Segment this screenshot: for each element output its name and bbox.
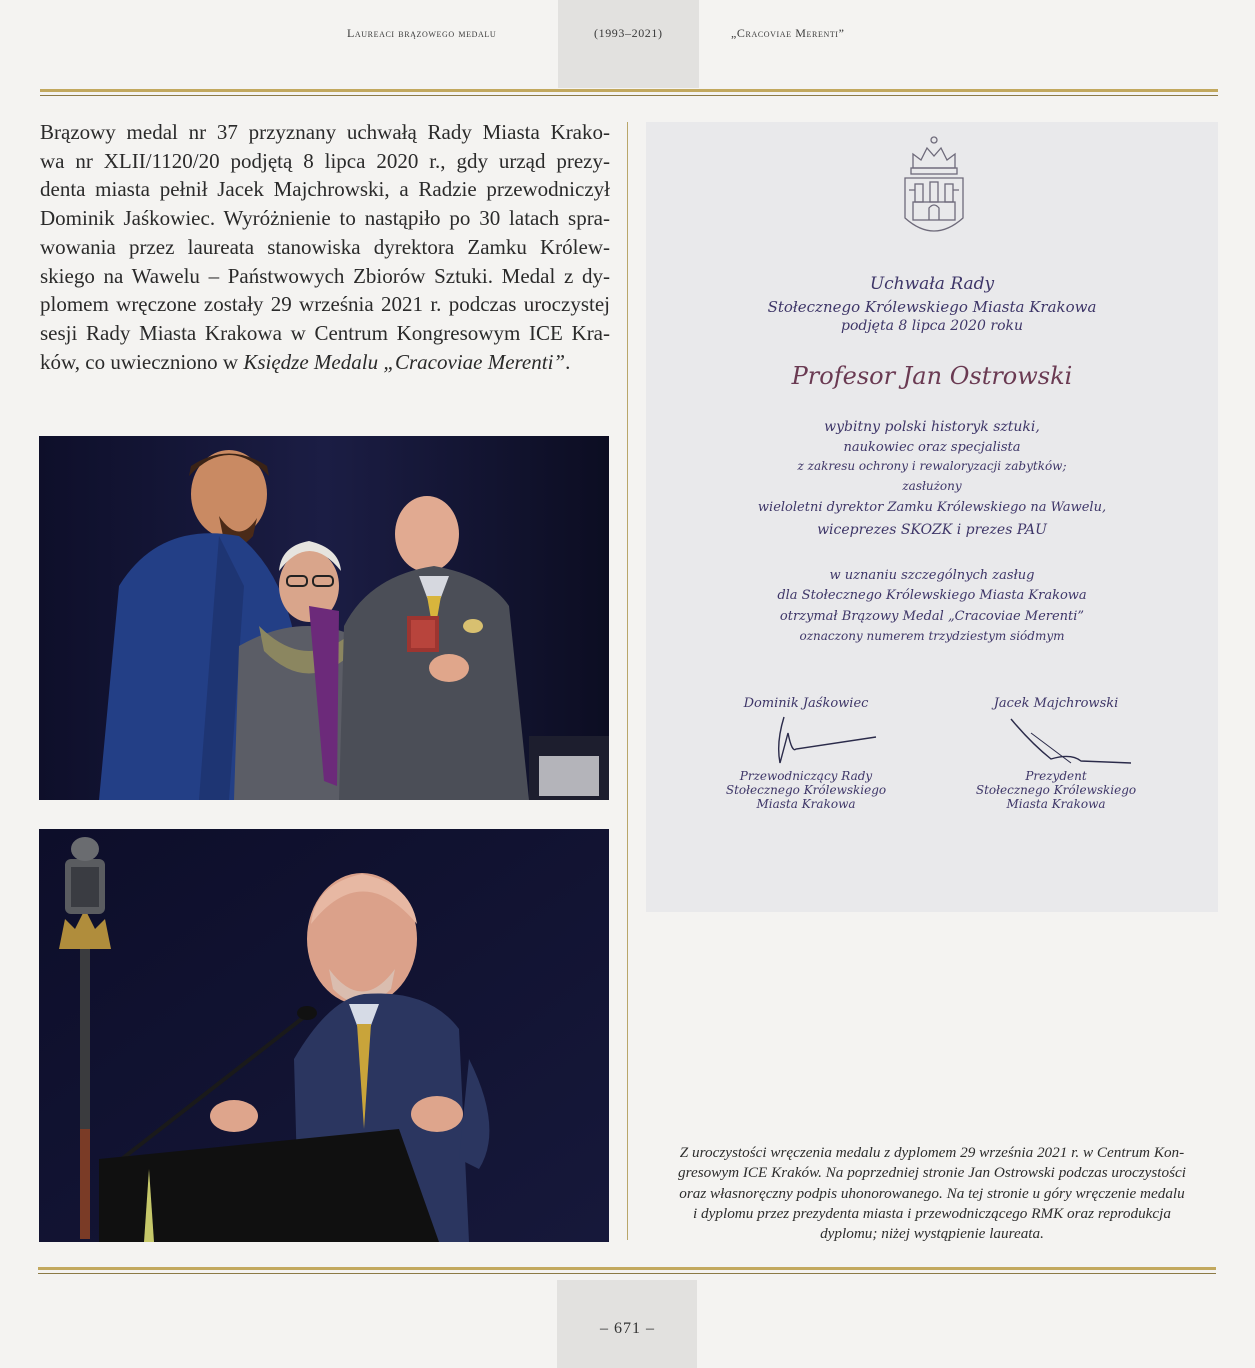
krakow-coat-of-arms-icon: [899, 134, 969, 246]
diploma-desc-6: wiceprezes SKOZK i prezes PAU: [817, 522, 1047, 538]
signatory-title-right-3: Miasta Krakowa: [1006, 797, 1106, 811]
body-line-end: .: [565, 349, 571, 374]
body-line-start: ków, co uwieczniono w: [40, 349, 244, 374]
top-rule-thin: [40, 95, 1218, 96]
caption-line: dyplomu; niżej wystąpienie laureata.: [820, 1225, 1044, 1243]
caption-line: i dyplomu przez prezydenta miasta i przewodniczącego RMK oraz reprodukcja: [693, 1204, 1171, 1222]
body-line: wa nr XLII/1120/20 podjętą 8 lipca 2020 r., gdy urząd prezy-: [40, 148, 610, 173]
caption-line: oraz własnoręczny podpis uhonorowanego. Na tej stronie u góry wręczenie medalu: [679, 1184, 1185, 1202]
bottom-rule: [38, 1267, 1216, 1270]
diploma-award-3: otrzymał Brązowy Medal „Cracoviae Merenti”: [779, 609, 1085, 624]
signatory-title-left-1: Przewodniczący Rady: [739, 769, 873, 783]
diploma-desc-3: z zakresu ochrony i rewaloryzacji zabytków;: [797, 459, 1067, 473]
body-line: Brązowy medal nr 37 przyznany uchwałą Rady Miasta Krako-: [40, 120, 610, 144]
body-line: wowania przez laureata stanowiska dyrektora Zamku Królew-: [40, 234, 610, 259]
caption-line: gresowym ICE Kraków. Na poprzedniej stronie Jan Ostrowski podczas uroczystości: [678, 1164, 1186, 1182]
signatory-name-right: Jacek Majchrowski: [993, 696, 1119, 711]
signature-block-left: [706, 696, 906, 811]
signatory-name-left: Dominik Jaśkowiec: [743, 696, 869, 711]
signatory-title-right-1: Prezydent: [1025, 769, 1087, 783]
diploma-award-4: oznaczony numerem trzydziestym siódmym: [799, 629, 1065, 643]
handwritten-signature-left: [726, 713, 886, 769]
signatory-title-left-2: Stołecznego Królewskiego: [725, 783, 887, 797]
photo-laureate-speech: [39, 829, 609, 1242]
bottom-rule-thin: [38, 1273, 1216, 1274]
body-line: denta miasta pełnił Jacek Majchrowski, a Radzie przewodniczył: [40, 177, 610, 202]
diploma-reproduction: [646, 122, 1218, 912]
signatory-title-right-2: Stołecznego Królewskiego: [975, 783, 1137, 797]
handwritten-signature-right: [971, 713, 1141, 769]
caption-line: Z uroczystości wręczenia medalu z dyplomem 29 września 2021 r. w Centrum Kon-: [679, 1144, 1185, 1161]
body-line: plomem wręczone zostały 29 września 2021 r. podczas uroczystej: [40, 292, 610, 317]
diploma-desc-5: wieloletni dyrektor Zamku Królewskiego na Wawelu,: [757, 500, 1107, 515]
body-line: [40, 348, 610, 377]
running-header-center: (1993–2021): [594, 26, 663, 40]
header-band: [558, 0, 699, 88]
diploma-title-2: Stołecznego Królewskiego Miasta Krakowa: [767, 298, 1097, 316]
diploma-award-2: dla Stołecznego Królewskiego Miasta Krakowa: [777, 588, 1087, 603]
running-header-right: „Cracoviae Merenti”: [731, 26, 845, 40]
body-paragraph: [40, 118, 610, 376]
column-divider: [627, 122, 628, 1240]
book-title: Księdze Medalu „Cracoviae Merenti”: [243, 349, 566, 374]
photo-medal-presentation: [39, 436, 609, 800]
body-line: skiego na Wawelu – Państwowych Zbiorów Sztuki. Medal z dy-: [40, 263, 610, 288]
diploma-desc-1: wybitny polski historyk sztuki,: [824, 419, 1040, 435]
diploma-title-3: podjęta 8 lipca 2020 roku: [840, 318, 1023, 334]
body-line: Dominik Jaśkowiec. Wyróżnienie to nastąpiło po 30 latach spra-: [40, 206, 610, 231]
diploma-award-1: w uznaniu szczególnych zasług: [829, 568, 1035, 583]
body-line: sesji Rady Miasta Krakowa w Centrum Kongresowym ICE Kra-: [40, 320, 610, 345]
diploma-desc-2: naukowiec oraz specjalista: [843, 440, 1021, 455]
photo-caption: [648, 1143, 1216, 1244]
diploma-desc-4: zasłużony: [902, 479, 962, 493]
signatory-title-left-3: Miasta Krakowa: [756, 797, 856, 811]
diploma-recipient: Profesor Jan Ostrowski: [791, 362, 1073, 390]
diploma-title-1: Uchwała Rady: [869, 274, 995, 294]
signature-block-right: [951, 696, 1161, 811]
running-header-left: Laureaci brązowego medalu: [347, 26, 497, 40]
top-rule: [40, 89, 1218, 92]
page-number: – 671 –: [600, 1320, 655, 1337]
